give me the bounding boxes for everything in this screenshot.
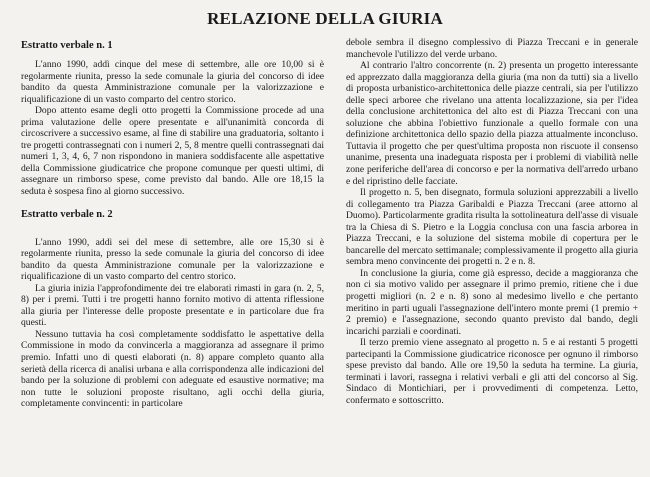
verbale-2-paragraph-1: L'anno 1990, addì sei del mese di settembre, alle ore 15,30 si è regolarmente riunita, presso la sede comunale la giuria del concorso di idee bandito da questa Amministrazione comunale per la valorizzazione e riqualificazione di un vasto comparto del centro storico.	[21, 236, 324, 283]
page-title: RELAZIONE DELLA GIURIA	[207, 9, 443, 28]
right-paragraph-2: Al contrario l'altro concorrente (n. 2) presenta un progetto interessante ed apprezzato dalla maggioranza della giuria (ma non da tutti) sia a livello di proposta urbanistico-architettonica delle piazze centrali, sia per l'utilizzo delle speci arboree che rivelano una attenta localizzazione, sia per l'idea della conclusione architettonica del alto est di Piazza Treccani con una soluzione che abbina l'obiettivo funzionale a quello formale con una definizione architettonica dello spazio della piazza attualmente inconcluso. Tuttavia il progetto che per quest'ultima proposta non riscuote il consenso unanime, presenta una inadeguata risposta per i problemi di viabilità nelle zone periferiche dell'area di concorso e per la normativa dell'arredo urbano e del ripristino delle facciate.	[346, 60, 638, 187]
heading-spacer	[21, 228, 324, 237]
verbale-1-paragraph-1: L'anno 1990, addì cinque del mese di settembre, alle ore 10,00 si è regolarmente riunita, presso la sede comunale la giuria del concorso di idee bandito da questa Amministrazione comunale per la valorizzazione e riqualificazione di un vasto comparto del centro storico.	[21, 59, 324, 105]
right-paragraph-1: debole sembra il disegno complessivo di Piazza Treccani e in generale manchevole l'utilizzo del verde urbano.	[346, 37, 638, 60]
verbale-1-paragraph-2: Dopo attento esame degli otto progetti la Commissione procede ad una prima valutazione delle opere presentate e all'unanimità concorda di circoscrivere a successivo esame, al fine di stabilire una graduatoria, soltanto i tre progetti contrassegnati con i numeri 2, 5, 8 mentre quelli contrassegnati dai numeri 1, 3, 4, 6, 7 non rispondono in maniera soddisfacente alle aspettative della Commissione giudicatrice che propone comunque per questi ultimi, di assegnare un rimborso spese, come previsto dal bando. Alle ore 18,15 la seduta è sospesa fino al giorno successivo.	[21, 105, 324, 198]
left-column	[21, 40, 324, 410]
right-column	[346, 37, 638, 407]
verbale-2-paragraph-2: La giuria inizia l'approfondimente dei tre elaborati rimasti in gara (n. 2, 5, 8) per i premi. Tutti i tre progetti hanno fornito motivo di attenta riflessione alla giuria per l'interesse delle proposte presentate e in particolare due fra questi.	[21, 282, 324, 329]
right-paragraph-4: In conclusione la giuria, come già espresso, decide a maggioranza che non ci sia motivo valido per assegnare il primo premio, ritiene che i due progetti migliori (n. 2 e n. 8) sono al medesimo livello e che pertanto meritino in parti uguali l'assegnazione dell'intero monte premi (1 premio + 2 premio) e l'assegnazione, secondo quanto previsto dal bando, degli incarichi parziali e coordinati.	[346, 267, 638, 337]
right-paragraph-5: Il terzo premio viene assegnato al progetto n. 5 e ai restanti 5 progetti partecipanti la Commissione giudicatrice riconosce per ognuno il rimborso spese previsto dal bando. Alle ore 19,50 la seduta ha termine. La giuria, terminati i lavori, rassegna i relativi verbali e gli atti del concorso al Sig. Sindaco di Montichiari, per i provvedimenti di competenza. Letto, confermato e sottoscritto.	[346, 337, 638, 406]
right-paragraph-3: Il progetto n. 5, ben disegnato, formula soluzioni apprezzabili a livello di collegamento tra Piazza Garibaldi e Piazza Treccani (aree attorno al Duomo). Particolarmente gradita risulta la sottolineatura dell'asse di visuale tra la Chiesa di S. Pietro e la Loggia conclusa con una fascia arborea in Piazza Treccani, e la soluzione del sistema mobile di copertura per le bancarelle del mercato settimanale; complessivamente il progetto alla giuria sembra meno convincente dei progetti n. 2 e n. 8.	[346, 187, 638, 268]
section-spacer	[21, 198, 324, 209]
section-heading-verbale-1: Estratto verbale n. 1	[21, 40, 113, 51]
section-heading-verbale-2: Estratto verbale n. 2	[21, 208, 113, 220]
verbale-2-paragraph-3: Nessuno tuttavia ha così completamente soddisfatto le aspettative della Commissione in modo da convincerla a maggioranza ad assegnare il primo premio. Infatti uno di questi elaborati (n. 8) appare completo quanto alla serietà della ricerca di analisi urbana e alla corrispondenza alle indicazioni del bando per la soluzione di problemi con adeguate ed esaustive normative; ma non tutte le soluzioni proposte risultano, agli occhi della giuria, completamente convincenti: in particolare	[21, 328, 324, 410]
